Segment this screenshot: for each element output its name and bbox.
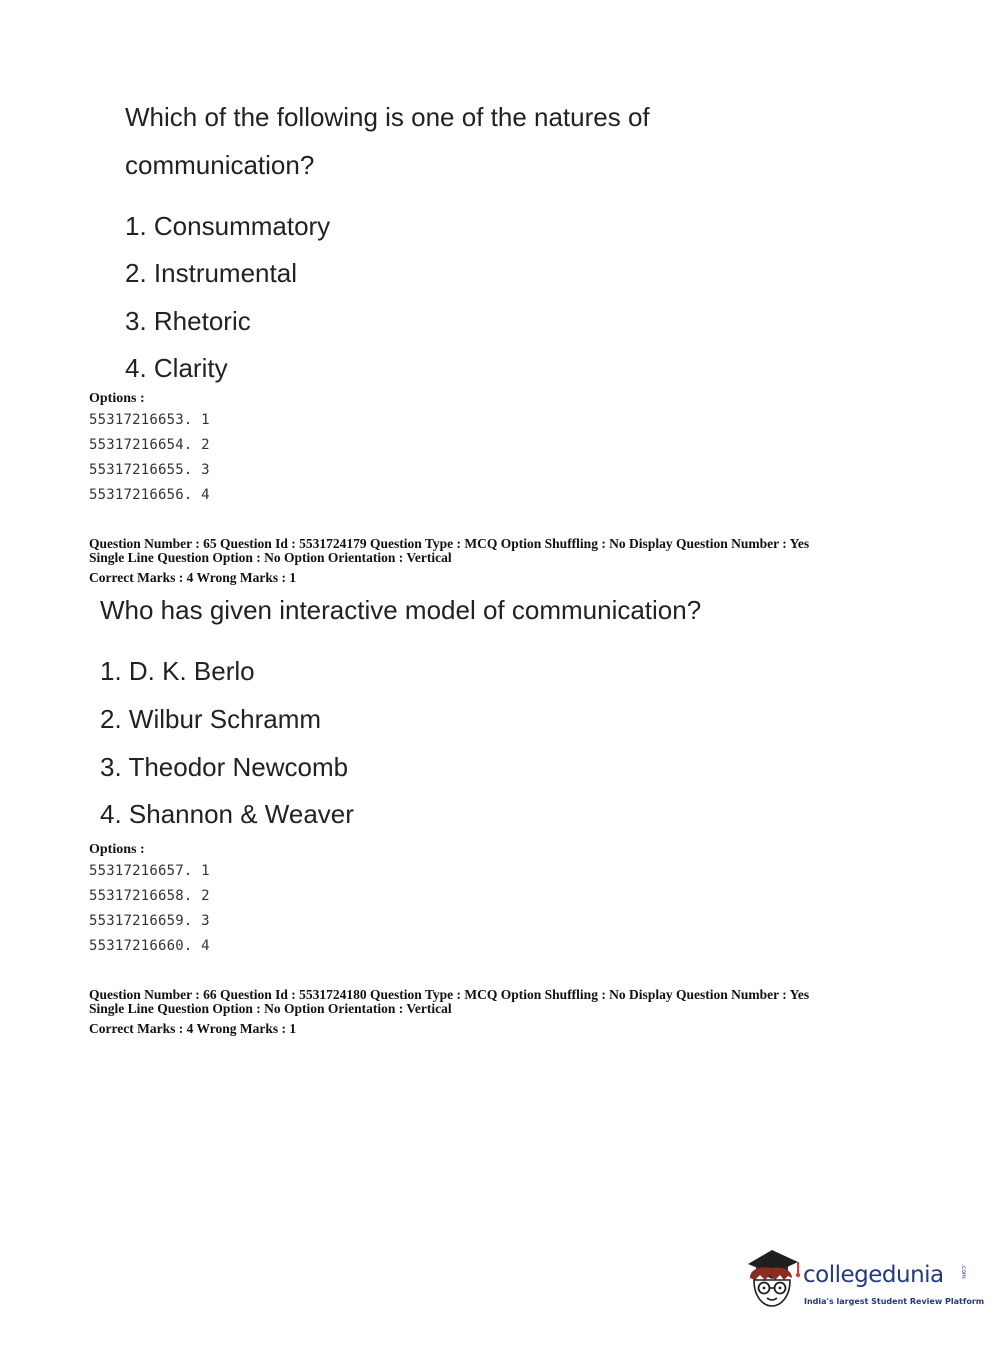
- question-marks: Correct Marks : 4 Wrong Marks : 1: [89, 570, 297, 585]
- logo-tagline: India's largest Student Review Platform: [804, 1297, 985, 1306]
- option-id-1: 55317216653. 1: [89, 412, 210, 428]
- choice-2: 2. Wilbur Schramm: [100, 704, 322, 734]
- option-id-3: 55317216655. 3: [89, 462, 210, 478]
- choice-4: 4. Shannon & Weaver: [100, 799, 354, 829]
- question-meta-line-2: Single Line Question Option : No Option Orientation : Vertical: [89, 550, 452, 565]
- options-label: Options :: [89, 842, 145, 857]
- option-id-3: 55317216659. 3: [89, 913, 210, 929]
- question-text-line-2: communication?: [125, 150, 315, 180]
- choice-2: 2. Instrumental: [125, 258, 297, 288]
- question-marks: Correct Marks : 4 Wrong Marks : 1: [89, 1021, 297, 1036]
- choice-3: 3. Rhetoric: [125, 306, 251, 336]
- question-meta-line-1: Question Number : 66 Question Id : 5531724180 Question Type : MCQ Option Shuffling : No Display Question Number : Yes: [89, 987, 810, 1002]
- logo-wordmark: collegedunia: [803, 1262, 944, 1288]
- question-meta-line-2: Single Line Question Option : No Option Orientation : Vertical: [89, 1001, 452, 1016]
- options-label: Options :: [89, 391, 145, 406]
- question-text-line-1: Which of the following is one of the natures of: [125, 102, 650, 132]
- choice-4: 4. Clarity: [125, 353, 228, 383]
- option-id-4: 55317216660. 4: [89, 938, 210, 954]
- option-id-2: 55317216654. 2: [89, 437, 210, 453]
- choice-1: 1. Consummatory: [125, 211, 331, 241]
- mascot-icon: [742, 1248, 802, 1310]
- logo-domain-suffix: .com: [960, 1264, 967, 1279]
- question-meta-line-1: Question Number : 65 Question Id : 5531724179 Question Type : MCQ Option Shuffling : No Display Question Number : Yes: [89, 536, 810, 551]
- collegedunia-logo[interactable]: [742, 1248, 985, 1318]
- option-id-4: 55317216656. 4: [89, 487, 210, 503]
- option-id-2: 55317216658. 2: [89, 888, 210, 904]
- choice-3: 3. Theodor Newcomb: [100, 752, 349, 782]
- option-id-1: 55317216657. 1: [89, 863, 210, 879]
- question-text: Who has given interactive model of communication?: [100, 595, 702, 625]
- choice-1: 1. D. K. Berlo: [100, 656, 255, 686]
